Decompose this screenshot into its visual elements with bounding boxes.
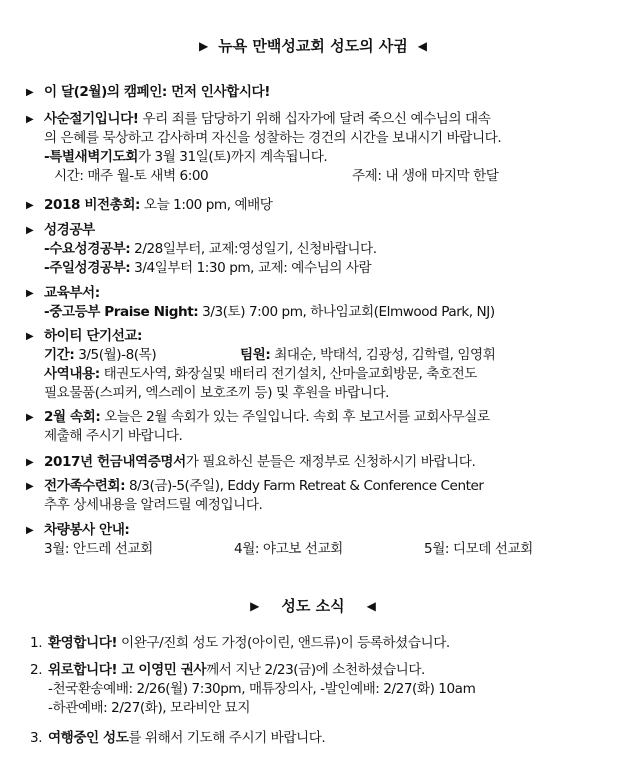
- vision-bold: 2018 비전총회:: [44, 197, 141, 213]
- work-line2: 필요물품(스피커, 엑스레이 보호조끼 등) 및 후원을 바랍니다.: [44, 385, 390, 401]
- praise-night-text: 3/3(토) 7:00 pm, 하나임교회(Elmwood Park, NJ): [198, 304, 495, 320]
- travel-bold: 여행중인 성도: [48, 730, 129, 746]
- section-title-text: 뉴욕 만백성교회 성도의 사귐: [218, 37, 408, 55]
- vehicle-item: [26, 521, 618, 559]
- prayer-theme: 주제: 내 생애 마지막 한달: [352, 168, 499, 184]
- bullet-icon: ▶: [26, 457, 34, 468]
- period-text: 3/5(월)-8(목): [74, 347, 157, 363]
- news-title-text: 성도 소식: [281, 597, 345, 615]
- lent-line2: 의 은혜를 묵상하고 감사하며 자신을 성찰하는 경건의 시간을 보내시기 바랍니다.: [44, 130, 502, 146]
- retreat-line1: 8/3(금)-5(주일), Eddy Farm Retreat & Conference Center: [125, 478, 484, 494]
- sun-study-text: 3/4일부터 1:30 pm, 교제: 예수님의 사람: [130, 260, 372, 276]
- section-header: [0, 36, 626, 56]
- bullet-icon: ▶: [26, 412, 34, 423]
- bullet-icon: ▶: [26, 288, 34, 299]
- retreat-item: [26, 477, 618, 515]
- news-travel: [30, 729, 620, 748]
- team-label: 팀원:: [240, 347, 271, 363]
- campaign-item: [26, 83, 618, 102]
- education-item: [26, 284, 618, 322]
- report-line1: 오늘은 2월 속회가 있는 주일입니다. 속회 후 보고서를 교회사무실로: [100, 409, 490, 425]
- wed-study-label: -수요성경공부:: [44, 241, 131, 257]
- retreat-line2: 추후 상세내용을 알려드릴 예정입니다.: [44, 497, 263, 513]
- funeral-service: -천국환송예배: 2/26(월) 7:30pm, 매튜장의사, -발인예배: 2/27(화) 10am: [48, 681, 476, 697]
- report-line2: 제출해 주시기 바랍니다.: [44, 428, 183, 444]
- triangle-left-icon: ◀: [417, 39, 428, 53]
- special-prayer-label: -특별새벽기도회: [44, 149, 138, 165]
- lent-item: [26, 110, 618, 186]
- retreat-bold: 전가족수련회:: [44, 478, 126, 494]
- education-title: 교육부서:: [44, 285, 100, 301]
- bible-study-item: [26, 221, 618, 278]
- haiti-title: 하이티 단기선교:: [44, 328, 143, 344]
- prayer-time: 시간: 매주 월-토 새벽 6:00: [54, 168, 209, 184]
- triangle-right-icon: ▶: [198, 39, 209, 53]
- welcome-bold: 환영합니다!: [48, 635, 118, 651]
- special-prayer-text: 가 3월 31일(토)까지 계속됩니다.: [137, 149, 328, 165]
- vision-rest: 오늘 1:00 pm, 예배당: [140, 197, 273, 213]
- news-number: 2.: [30, 662, 43, 678]
- bullet-icon: ▶: [26, 87, 34, 98]
- donation-rest: 가 필요하신 분들은 재정부로 신청하시기 바랍니다.: [185, 454, 476, 470]
- travel-rest: 를 위해서 기도해 주시기 바랍니다.: [128, 730, 326, 746]
- work-line1: 태권도사역, 화장실및 배터리 전기설치, 산마을교회방문, 축호전도: [99, 366, 477, 382]
- bullet-icon: ▶: [26, 525, 34, 536]
- vehicle-may: 5월: 디모데 선교회: [424, 541, 533, 557]
- burial-service: -하관예배: 2/27(화), 모라비안 묘지: [48, 700, 250, 716]
- vehicle-title: 차량봉사 안내:: [44, 522, 130, 538]
- wed-study-text: 2/28일부터, 교제:영성일기, 신청바랍니다.: [130, 241, 377, 257]
- bullet-icon: ▶: [26, 114, 34, 125]
- lent-bold: 사순절기입니다!: [44, 111, 139, 127]
- team-text: 최대순, 박태석, 김광성, 김학렬, 임영휘: [270, 347, 496, 363]
- welcome-rest: 이완구/진희 성도 가정(아이린, 앤드류)이 등록하셨습니다.: [117, 635, 450, 651]
- vehicle-april: 4월: 야고보 선교회: [234, 541, 343, 557]
- condolence-rest: 께서 지난 2/23(금)에 소천하셨습니다.: [206, 662, 425, 678]
- vision-item: [26, 196, 618, 215]
- lent-line1: 우리 죄를 담당하기 위해 십자가에 달려 죽으신 예수님의 대속: [138, 111, 491, 127]
- bible-study-title: 성경공부: [44, 222, 95, 238]
- haiti-mission-item: [26, 327, 618, 403]
- report-item: [26, 408, 618, 446]
- news-condolence: [30, 661, 620, 718]
- vehicle-march: 3월: 안드레 선교회: [44, 541, 153, 557]
- donation-item: [26, 453, 618, 472]
- triangle-right-icon: ▶: [250, 599, 260, 613]
- triangle-left-icon: ◀: [366, 599, 376, 613]
- news-number: 1.: [30, 635, 43, 651]
- news-number: 3.: [30, 730, 43, 746]
- sun-study-label: -주일성경공부:: [44, 260, 131, 276]
- donation-bold: 2017년 헌금내역증명서: [44, 454, 186, 470]
- bullet-icon: ▶: [26, 481, 34, 492]
- praise-night-label: -중고등부 Praise Night:: [44, 304, 199, 320]
- bullet-icon: ▶: [26, 331, 34, 342]
- campaign-text: 이 달(2월)의 캠페인: 먼저 인사합시다!: [44, 84, 270, 100]
- bullet-icon: ▶: [26, 225, 34, 236]
- news-header: [0, 596, 626, 616]
- news-welcome: [30, 634, 620, 653]
- period-label: 기간:: [44, 347, 75, 363]
- condolence-bold: 위로합니다! 고 이영민 권사: [48, 662, 207, 678]
- report-bold: 2월 속회:: [44, 409, 101, 425]
- bullet-icon: ▶: [26, 200, 34, 211]
- work-label: 사역내용:: [44, 366, 100, 382]
